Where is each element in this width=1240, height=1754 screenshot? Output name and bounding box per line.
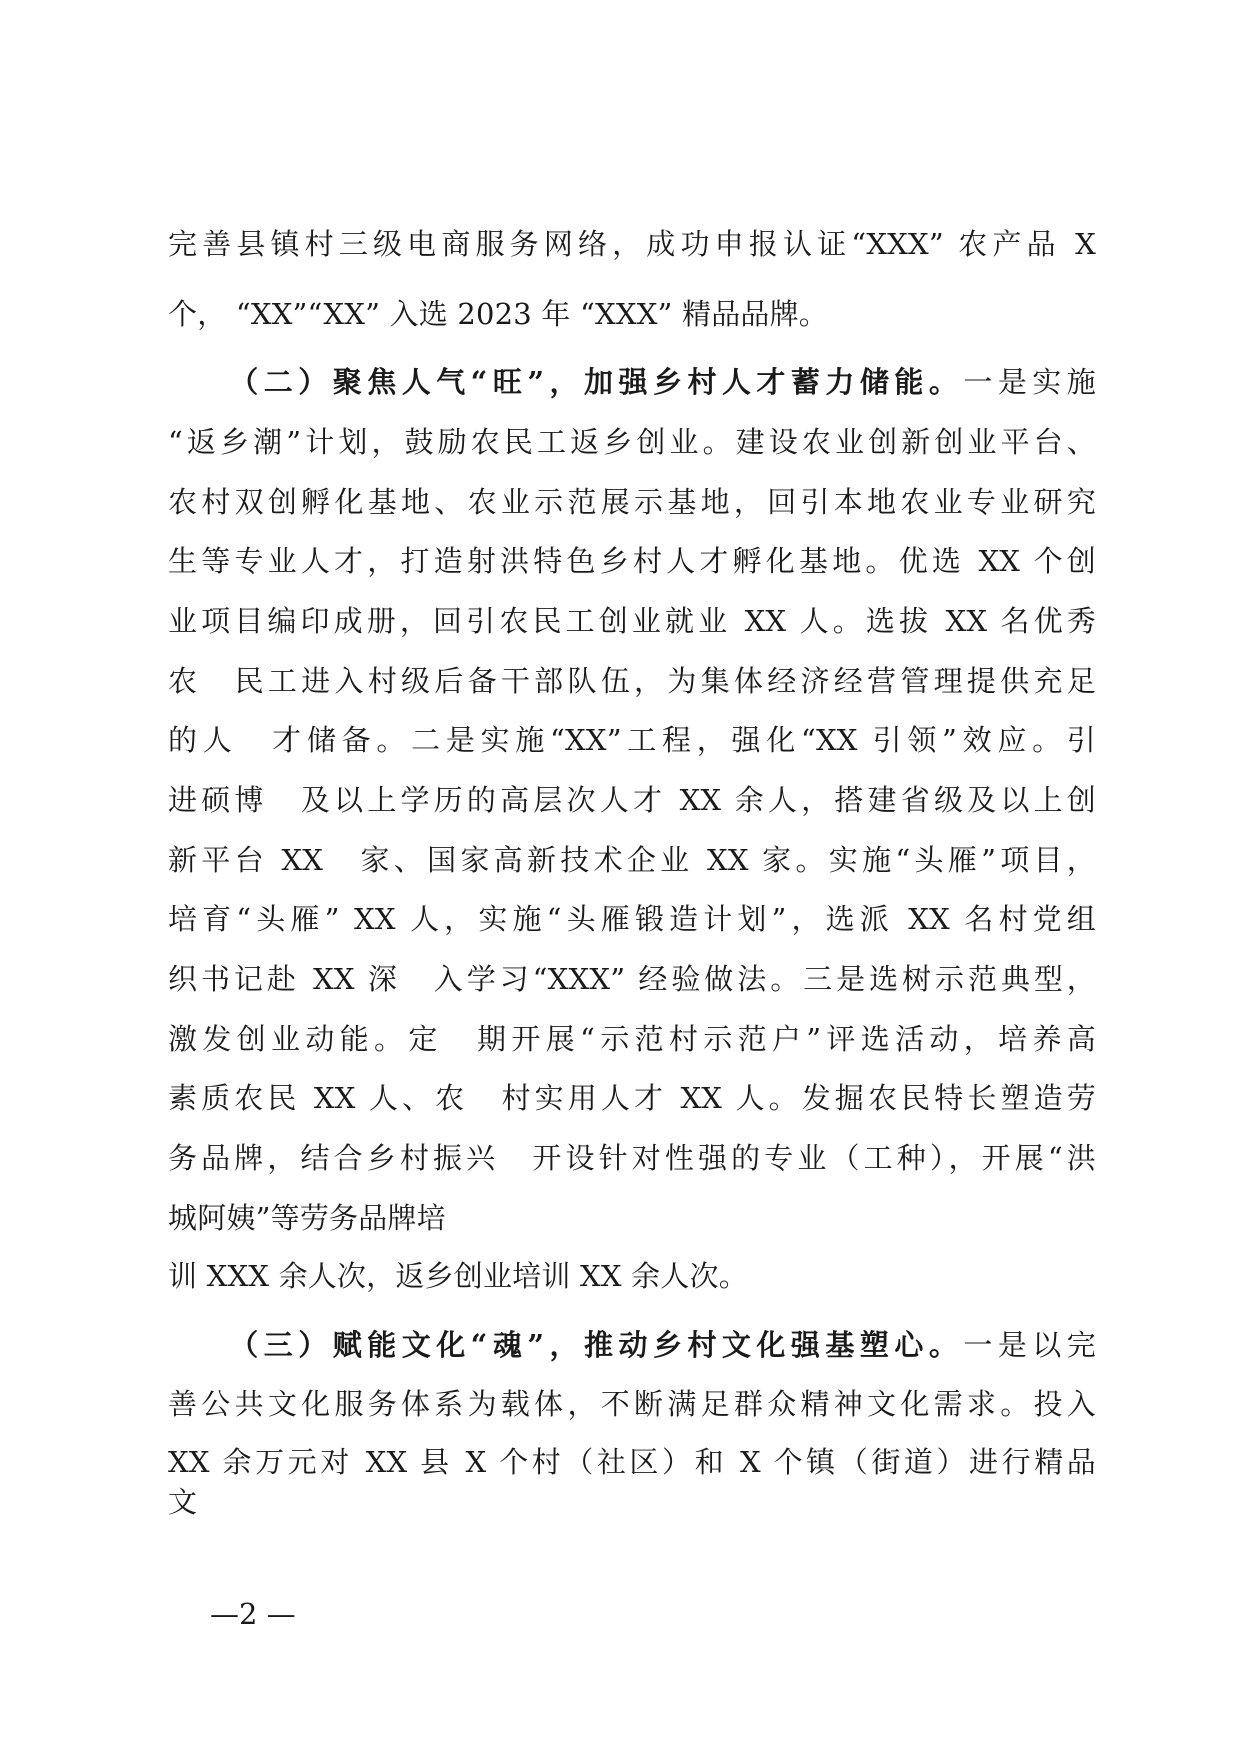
paragraph-line: 生等专业人才，打造射洪特色乡村人才孵化基地。优选 XX 个创 — [168, 544, 1096, 578]
paragraph-line: 农村双创孵化基地、农业示范展示基地，回引本地农业专业研究 — [168, 485, 1096, 519]
section-heading-2: （二）聚焦人气“旺”，加强乡村人才蓄力储能。 — [224, 365, 964, 399]
page-number: —2 — — [210, 1597, 296, 1631]
paragraph-line: 文 — [168, 1485, 198, 1519]
paragraph-text: 一是以完 — [963, 1328, 1096, 1362]
paragraph-line: 的人 才储备。二是实施“XX”工程，强化“XX 引领”效应。引 — [168, 723, 1096, 757]
paragraph-line — [168, 362, 1096, 402]
paragraph-line: 素质农民 XX 人、农 村实用人才 XX 人。发掘农民特长塑造劳 — [168, 1081, 1096, 1115]
paragraph-line: XX 余万元对 XX 县 X 个村（社区）和 X 个镇（街道）进行精品 — [168, 1445, 1096, 1479]
paragraph-line: “返乡潮”计划，鼓励农民工返乡创业。建设农业创新创业平台、 — [168, 425, 1096, 459]
paragraph-line: 织书记赴 XX 深 入学习“XXX” 经验做法。三是选树示范典型， — [168, 962, 1096, 996]
paragraph-line: 进硕博 及以上学历的高层次人才 XX 余人，搭建省级及以上创 — [168, 783, 1096, 817]
paragraph-line: 新平台 XX 家、国家高新技术企业 XX 家。实施“头雁”项目， — [168, 843, 1096, 877]
paragraph-line: 激发创业动能。定 期开展“示范村示范户”评选活动，培养高 — [168, 1022, 1096, 1056]
section-heading-3: （三）赋能文化“魂”，推动乡村文化强基塑心。 — [224, 1328, 964, 1362]
paragraph-line — [168, 1325, 1096, 1365]
paragraph-line: 务品牌，结合乡村振兴 开设针对性强的专业（工种），开展“洪 — [168, 1141, 1096, 1175]
paragraph-line: 完善县镇村三级电商服务网络，成功申报认证“XXX” 农产品 X — [168, 227, 1096, 261]
paragraph-line: 城阿姨”等劳务品牌培 — [168, 1201, 446, 1235]
paragraph-text: 一是实施 — [963, 365, 1096, 399]
paragraph-line: 个， “XX”“XX” 入选 2023 年 “XXX” 精品品牌。 — [168, 297, 828, 331]
paragraph-line: 善公共文化服务体系为载体，不断满足群众精神文化需求。投入 — [168, 1387, 1096, 1421]
paragraph-line: 训 XXX 余人次，返乡创业培训 XX 余人次。 — [168, 1259, 748, 1293]
paragraph-line: 业项目编印成册，回引农民工创业就业 XX 人。选拔 XX 名优秀 — [168, 604, 1096, 638]
paragraph-line: 农 民工进入村级后备干部队伍，为集体经济经营管理提供充足 — [168, 664, 1096, 698]
paragraph-line: 培育“头雁” XX 人，实施“头雁锻造计划”，选派 XX 名村党组 — [168, 902, 1096, 936]
